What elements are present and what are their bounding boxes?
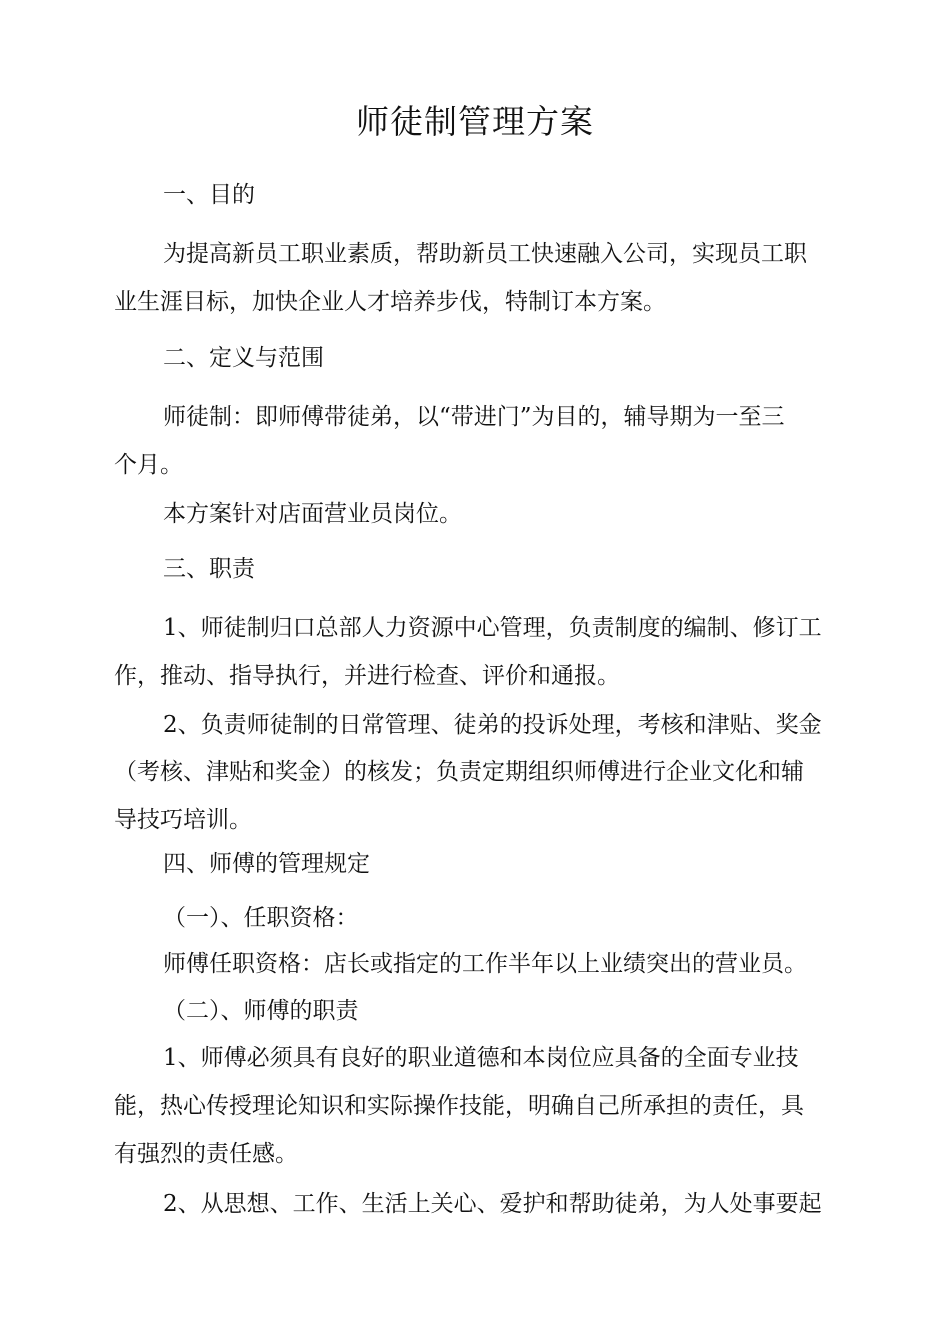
subsection-heading: （一）、任职资格： [163,905,359,931]
document-title: 师徒制管理方案 [356,102,594,141]
paragraph-line: 有强烈的责任感。 [114,1141,298,1167]
paragraph-line: 能，热心传授理论知识和实际操作技能，明确自己所承担的责任，具 [114,1093,804,1119]
paragraph-line: 导技巧培训。 [114,807,252,833]
section-heading-definition: 二、定义与范围 [163,345,324,371]
paragraph-line: 业生涯目标，加快企业人才培养步伐，特制订本方案。 [114,289,666,315]
section-heading-responsibilities: 三、职责 [163,556,255,582]
paragraph-line: 个月。 [114,452,183,478]
paragraph-line: 为提高新员工职业素质，帮助新员工快速融入公司，实现员工职 [163,241,807,267]
paragraph-line: （考核、津贴和奖金）的核发；负责定期组织师傅进行企业文化和辅 [114,759,804,785]
paragraph-line: 2、负责师徒制的日常管理、徒弟的投诉处理，考核和津贴、奖金 [163,712,822,738]
paragraph-line: 师傅任职资格：店长或指定的工作半年以上业绩突出的营业员。 [163,951,807,977]
paragraph-line: 本方案针对店面营业员岗位。 [163,501,462,527]
section-heading-master-rules: 四、师傅的管理规定 [163,851,370,877]
section-heading-purpose: 一、目的 [163,182,255,208]
paragraph-line: 作，推动、指导执行，并进行检查、评价和通报。 [114,663,620,689]
subsection-heading: （二）、师傅的职责 [163,998,359,1024]
paragraph-line: 1、师傅必须具有良好的职业道德和本岗位应具备的全面专业技 [163,1045,799,1071]
paragraph-line: 1、师徒制归口总部人力资源中心管理，负责制度的编制、修订工 [163,615,822,641]
paragraph-line: 2、从思想、工作、生活上关心、爱护和帮助徒弟，为人处事要起 [163,1191,822,1217]
paragraph-line: 师徒制：即师傅带徒弟，以“带进门”为目的，辅导期为一至三 [163,404,785,430]
